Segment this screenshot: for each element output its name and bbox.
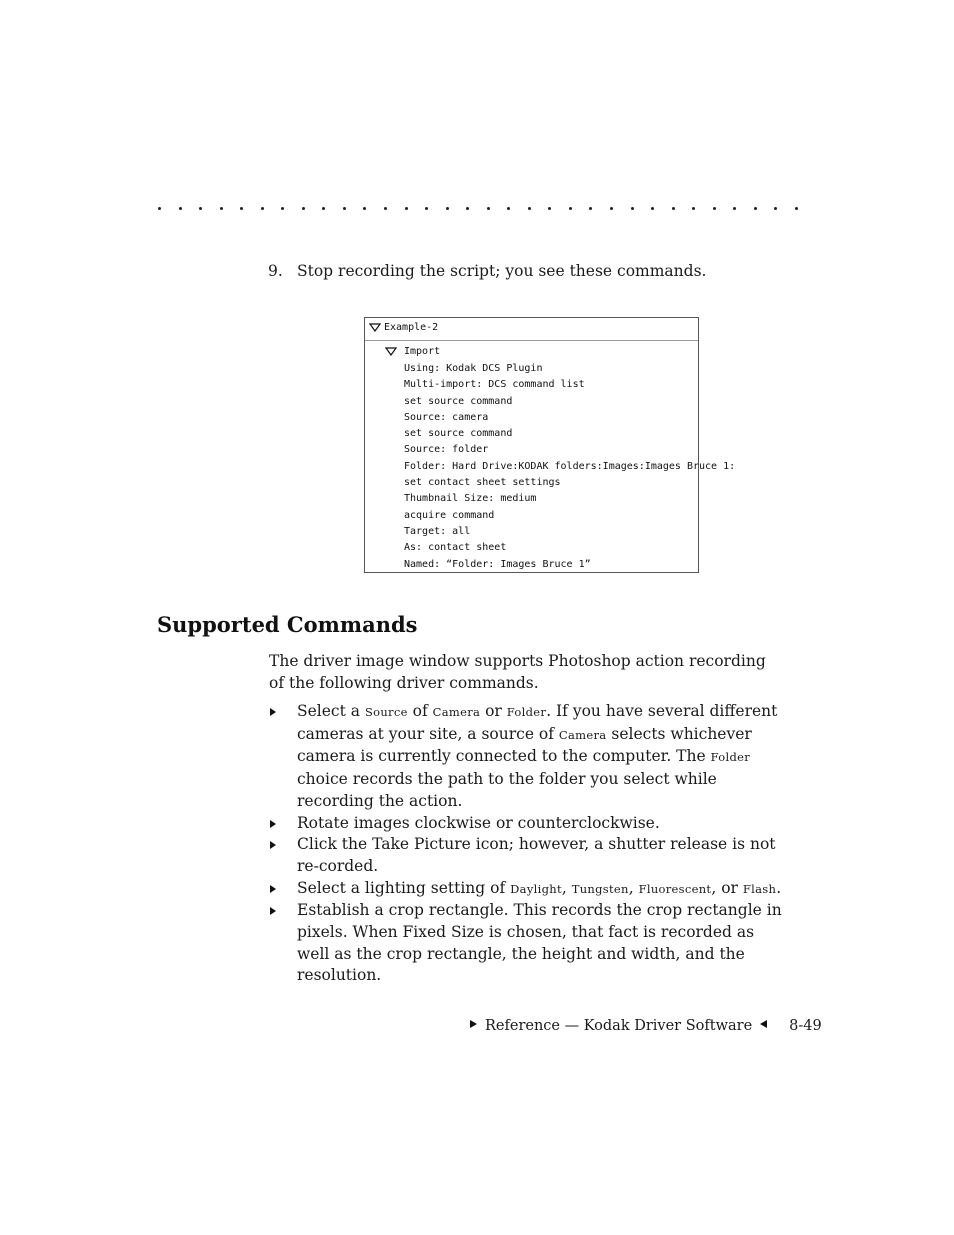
bullet-arrow-icon [270,907,276,915]
command-line: Folder: Hard Drive:KODAK folders:Images:Images Bruce 1: [404,460,736,472]
action-set-title: Example-2 [384,322,439,333]
command-line: set source command [404,395,513,407]
command-line: Multi-import: DCS command list [404,379,585,391]
panel-header[interactable] [365,318,698,341]
footer-right-arrow-icon [470,1020,477,1028]
list-item: Select a Source of Camera or Folder. If you have several different cameras at your site, a source of Camera selects whichever camera is currently connected to the computer. The Folder choice records the path to the folder you select while recording the action. [269,701,789,813]
command-list [404,362,735,574]
bullet-arrow-icon [270,885,276,893]
command-line: Source: folder [404,444,489,456]
list-item: Establish a crop rectangle. This records the crop rectangle in pixels. When Fixed Size is chosen, that fact is recorded as well as the crop rectangle, the height and width, and the resolution. [269,900,789,987]
footer-title: Reference — Kodak Driver Software [485,1018,753,1034]
command-line: Using: Kodak DCS Plugin [404,363,543,374]
bullet-arrow-icon [270,708,276,716]
command-bullet-list [269,701,789,987]
page-footer [470,1016,822,1036]
command-line: As: contact sheet [404,542,507,554]
intro-paragraph: The driver image window supports Photoshop action recording of the following driver commands. [269,652,766,692]
disclosure-triangle-icon[interactable] [385,347,397,356]
command-line: Named: “Folder: Images Bruce 1” [404,558,591,570]
command-line: acquire command [404,509,495,521]
page-number: 8-49 [789,1018,822,1034]
command-line: Thumbnail Size: medium [404,493,537,505]
command-line: Source: camera [404,411,489,423]
disclosure-triangle-icon[interactable] [369,323,381,332]
section-heading: Supported Commands [157,612,418,637]
action-group-label[interactable]: Import [404,346,441,357]
bullet-arrow-icon [270,841,276,849]
list-item: Click the Take Picture icon; however, a shutter release is not re-corded. [269,834,789,877]
bullet-arrow-icon [270,820,276,828]
actions-panel [364,317,736,573]
command-line: set source command [404,428,513,440]
list-item: Rotate images clockwise or counterclockwise. [269,813,789,835]
footer-left-arrow-icon [760,1020,767,1028]
command-line: set contact sheet settings [404,477,561,489]
command-line: Target: all [404,525,471,537]
step-text: Stop recording the script; you see these commands. [297,262,707,280]
list-item: Select a lighting setting of Daylight, Tungsten, Fluorescent, or Flash. [269,878,789,901]
step-9 [268,260,706,282]
step-number: 9. [268,262,283,280]
dotted-rule [158,200,798,216]
